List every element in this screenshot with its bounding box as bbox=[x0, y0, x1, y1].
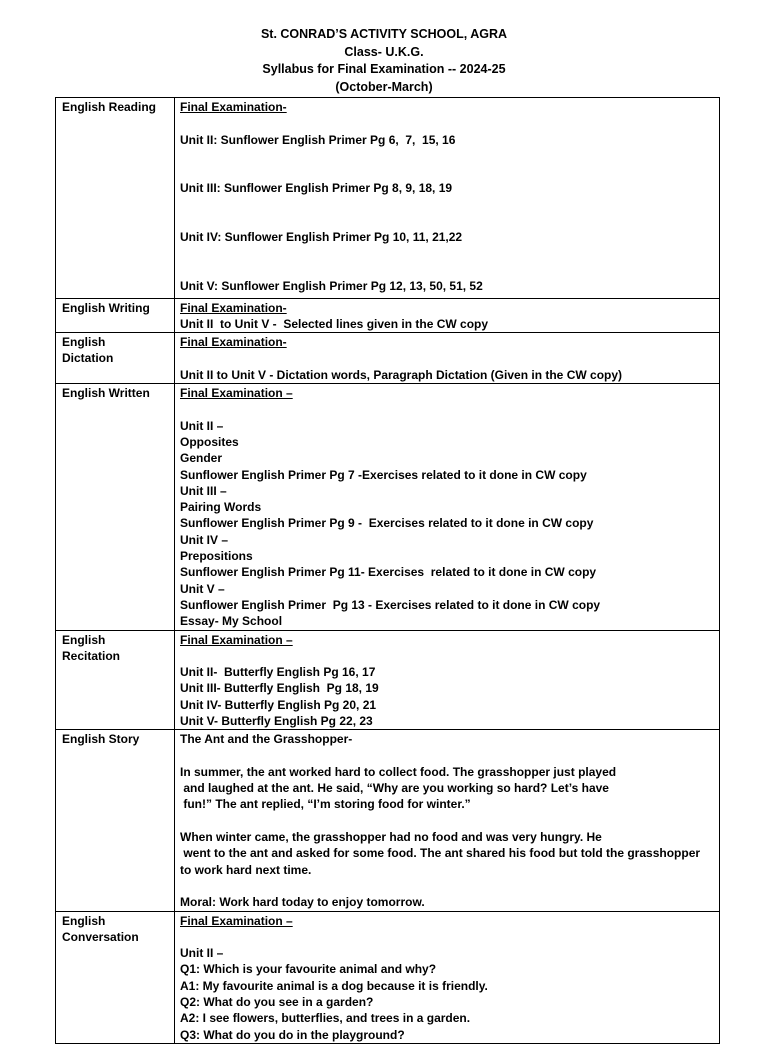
syllabus-line: Pairing Words bbox=[180, 500, 262, 515]
exam-heading: Final Examination- bbox=[180, 300, 287, 315]
subject-cell bbox=[56, 298, 175, 333]
syllabus-line: Unit V- Butterfly English Pg 22, 23 bbox=[180, 713, 373, 728]
content-cell bbox=[175, 298, 720, 333]
syllabus-line: Sunflower English Primer Pg 13 - Exercises related to it done in CW copy bbox=[180, 597, 601, 612]
exam-heading: Final Examination – bbox=[180, 913, 293, 928]
blank-line bbox=[180, 246, 719, 262]
subject-cell bbox=[56, 730, 175, 911]
blank-line bbox=[180, 401, 719, 417]
blank-line bbox=[180, 813, 719, 829]
exam-heading: Final Examination- bbox=[180, 100, 287, 114]
exam-heading: Final Examination – bbox=[180, 632, 293, 647]
syllabus-line: Opposites bbox=[180, 434, 239, 449]
subject-cell bbox=[56, 98, 175, 299]
subject-name: English bbox=[62, 335, 106, 350]
blank-line bbox=[180, 164, 719, 180]
syllabus-line: Unit II: Sunflower English Primer Pg 6, 7, 15, 16 bbox=[180, 132, 456, 147]
blank-line bbox=[180, 648, 719, 664]
content-cell bbox=[175, 730, 720, 911]
syllabus-line: went to the ant and asked for some food. The ant shared his food but told the grasshopper bbox=[180, 846, 701, 861]
subject-name: English Story bbox=[62, 732, 140, 747]
syllabus-title: Syllabus for Final Examination -- 2024-25 bbox=[262, 62, 506, 76]
syllabus-line: Unit II- Butterfly English Pg 16, 17 bbox=[180, 665, 376, 680]
syllabus-line: Unit II – bbox=[180, 946, 224, 961]
syllabus-line: Unit II – bbox=[180, 418, 224, 433]
syllabus-line: Moral: Work hard today to enjoy tomorrow. bbox=[180, 895, 425, 910]
syllabus-row bbox=[56, 384, 720, 630]
syllabus-line: Gender bbox=[180, 451, 223, 466]
exam-heading: Final Examination- bbox=[180, 335, 287, 350]
syllabus-line: A2: I see flowers, butterflies, and trees in a garden. bbox=[180, 1011, 471, 1026]
syllabus-line: Sunflower English Primer Pg 7 -Exercises related to it done in CW copy bbox=[180, 467, 587, 482]
syllabus-line: Unit IV- Butterfly English Pg 20, 21 bbox=[180, 697, 377, 712]
syllabus-line: and laughed at the ant. He said, “Why are you working so hard? Let’s have bbox=[180, 781, 609, 796]
blank-line bbox=[180, 213, 719, 229]
school-name: St. CONRAD’S ACTIVITY SCHOOL, AGRA bbox=[260, 27, 508, 41]
blank-line bbox=[180, 262, 719, 278]
subject-name: Dictation bbox=[62, 351, 114, 366]
content-cell bbox=[175, 333, 720, 384]
subject-name: Recitation bbox=[62, 648, 121, 663]
syllabus-line: Q1: Which is your favourite animal and why? bbox=[180, 962, 437, 977]
blank-line bbox=[180, 878, 719, 894]
syllabus-line: The Ant and the Grasshopper- bbox=[180, 732, 353, 747]
syllabus-line: Unit III: Sunflower English Primer Pg 8, 9, 18, 19 bbox=[180, 181, 453, 196]
exam-period: (October-March) bbox=[335, 79, 433, 94]
syllabus-line: When winter came, the grasshopper had no food and was very hungry. He bbox=[180, 830, 602, 845]
syllabus-row bbox=[56, 98, 720, 299]
syllabus-line: In summer, the ant worked hard to collect food. The grasshopper just played bbox=[180, 764, 617, 779]
syllabus-row bbox=[56, 333, 720, 384]
blank-line bbox=[180, 197, 719, 213]
syllabus-line: Prepositions bbox=[180, 549, 253, 564]
syllabus-row bbox=[56, 630, 720, 730]
blank-line bbox=[180, 350, 719, 366]
syllabus-line: Essay- My School bbox=[180, 614, 283, 629]
syllabus-line: Sunflower English Primer Pg 9 - Exercises related to it done in CW copy bbox=[180, 516, 594, 531]
syllabus-line: Unit IV – bbox=[180, 532, 229, 547]
subject-cell bbox=[56, 333, 175, 384]
content-cell bbox=[175, 98, 720, 299]
blank-line bbox=[180, 115, 719, 131]
blank-line bbox=[180, 148, 719, 164]
content-cell bbox=[175, 384, 720, 630]
syllabus-line: Sunflower English Primer Pg 11- Exercises related to it done in CW copy bbox=[180, 565, 597, 580]
content-cell bbox=[175, 630, 720, 730]
subject-cell bbox=[56, 384, 175, 630]
syllabus-line: Unit V: Sunflower English Primer Pg 12, 13, 50, 51, 52 bbox=[180, 279, 483, 294]
subject-name: English Written bbox=[62, 386, 150, 401]
syllabus-line: fun!” The ant replied, “I’m storing food for winter.” bbox=[180, 797, 471, 812]
syllabus-line: Unit III – bbox=[180, 483, 227, 498]
subject-name: Conversation bbox=[62, 929, 139, 944]
syllabus-line: Unit III- Butterfly English Pg 18, 19 bbox=[180, 681, 379, 696]
class-label: Class- U.K.G. bbox=[344, 44, 424, 59]
syllabus-line: Unit II to Unit V - Dictation words, Paragraph Dictation (Given in the CW copy) bbox=[180, 367, 623, 382]
syllabus-line: Q3: What do you do in the playground? bbox=[180, 1027, 405, 1042]
syllabus-line: Unit V – bbox=[180, 581, 225, 596]
subject-name: English Writing bbox=[62, 300, 150, 315]
subject-name: English bbox=[62, 632, 106, 647]
exam-heading: Final Examination – bbox=[180, 386, 293, 401]
syllabus-line: Unit IV: Sunflower English Primer Pg 10, 11, 21,22 bbox=[180, 230, 463, 245]
syllabus-line: A1: My favourite animal is a dog because it is friendly. bbox=[180, 978, 488, 993]
syllabus-line: to work hard next time. bbox=[180, 862, 312, 877]
subject-cell bbox=[56, 630, 175, 730]
subject-name: English Reading bbox=[62, 100, 157, 114]
blank-line bbox=[180, 929, 719, 945]
syllabus-row bbox=[56, 730, 720, 911]
syllabus-row bbox=[56, 298, 720, 333]
blank-line bbox=[180, 748, 719, 764]
syllabus-line: Q2: What do you see in a garden? bbox=[180, 995, 374, 1010]
syllabus-line: Unit II to Unit V - Selected lines given in the CW copy bbox=[180, 316, 489, 331]
syllabus-table-body bbox=[56, 98, 720, 1044]
syllabus-table bbox=[55, 97, 720, 1044]
subject-name: English bbox=[62, 913, 106, 928]
